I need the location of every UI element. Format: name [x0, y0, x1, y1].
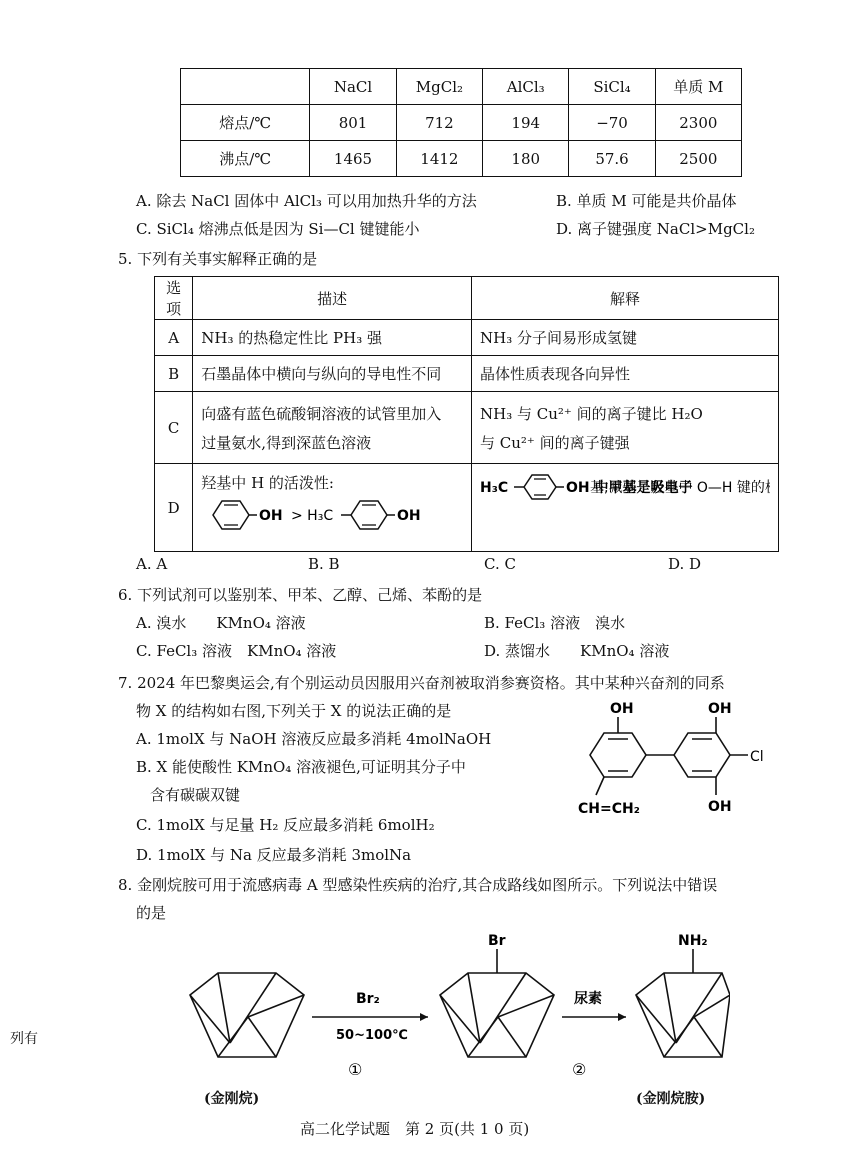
q6-option-d: D. 蒸馏水 KMnO₄ 溶液 [484, 642, 670, 660]
q5-option-a: A. A [136, 555, 168, 573]
q7-option-a: A. 1molX 与 NaOH 溶液反应最多消耗 4molNaOH [136, 730, 492, 748]
q4-option-b: B. 单质 M 可能是共价晶体 [556, 192, 737, 210]
t2-cell: A [155, 320, 193, 356]
q6-option-c: C. FeCl₃ 溶液 KMnO₄ 溶液 [136, 642, 337, 660]
melting-table [180, 68, 742, 177]
t1-cell: 2500 [655, 141, 741, 177]
reagent-br2: Br₂ [356, 991, 380, 1007]
reagent-urea: 尿素 [574, 991, 602, 1007]
q6-stem: 6. 下列试剂可以鉴别苯、甲苯、乙醇、己烯、苯酚的是 [118, 586, 483, 604]
synthesis-scheme [170, 925, 730, 1075]
q8-stem-line2: 的是 [136, 904, 167, 922]
t1-cell: 1412 [396, 141, 482, 177]
br-label: Br [488, 933, 506, 949]
bromoadamantane-structure [440, 949, 554, 1057]
t1-cell: 180 [483, 141, 569, 177]
t2-line: 羟基中 H 的活泼性: [201, 474, 334, 492]
t1-cell: 57.6 [569, 141, 655, 177]
t2-header: 描述 [193, 277, 472, 320]
t2-cell: 石墨晶体中横向与纵向的导电性不同 [193, 356, 472, 392]
t2-cell [472, 392, 779, 464]
t2-cell: B [155, 356, 193, 392]
q5-option-b: B. B [308, 555, 340, 573]
t2-header: 选项 [155, 277, 193, 320]
t1-h3: AlCl₃ [483, 69, 569, 105]
q7-option-b-cont: 含有碳碳双键 [150, 786, 241, 804]
molecule-x-structure [560, 695, 800, 835]
t1-h4: SiCl₄ [569, 69, 655, 105]
gt-label: > H₃C [291, 508, 334, 524]
t2-cell: NH₃ 的热稳定性比 PH₃ 强 [193, 320, 472, 356]
caption-adamantane: (金刚烷) [204, 1091, 260, 1107]
q4-option-c: C. SiCl₄ 熔沸点低是因为 Si—Cl 键键能小 [136, 220, 420, 238]
explain-table [154, 276, 779, 552]
oh-label: OH [397, 508, 421, 524]
t1-h2: MgCl₂ [396, 69, 482, 105]
t2-cell: C [155, 392, 193, 464]
t2-cell: NH₃ 分子间易形成氢键 [472, 320, 779, 356]
q7-stem-line1: 7. 2024 年巴黎奥运会,有个别运动员因服用兴奋剂被取消参赛资格。其中某种兴奋剂的同系 [118, 674, 725, 692]
q5-option-c: C. C [484, 555, 516, 573]
t2-line: 向盛有蓝色硫酸铜溶液的试管里加入 [201, 404, 442, 423]
amantadine-structure [636, 949, 730, 1057]
t1-cell: 熔点/℃ [181, 105, 310, 141]
methylphenol-structure [480, 470, 770, 504]
oh-label: OH 中甲基是吸电子 [566, 480, 693, 496]
step-2-label: ② [572, 1060, 587, 1075]
t1-cell: 801 [310, 105, 396, 141]
oh-label: OH [708, 799, 732, 815]
q5-option-d: D. D [668, 555, 702, 573]
h3c-label: H₃C [480, 480, 509, 496]
t1-cell: 沸点/℃ [181, 141, 310, 177]
t1-h5: 单质 M [655, 69, 741, 105]
t1-cell: −70 [569, 105, 655, 141]
q6-option-b: B. FeCl₃ 溶液 溴水 [484, 614, 626, 632]
t1-h0 [181, 69, 310, 105]
oh-label: OH [708, 701, 732, 717]
t2-cell: 晶体性质表现各向异性 [472, 356, 779, 392]
oh-label: OH [610, 701, 634, 717]
adamantane-structure [190, 973, 304, 1057]
q4-option-d: D. 离子键强度 NaCl>MgCl₂ [556, 220, 755, 238]
t1-cell: 712 [396, 105, 482, 141]
t2-cell: D [155, 464, 193, 552]
explain-line: 基,减弱了羟基中 O—H 键的 [590, 480, 765, 496]
t1-cell: 194 [483, 105, 569, 141]
t2-cell [193, 464, 472, 552]
step-1-label: ① [348, 1060, 363, 1075]
t2-line: 过量氨水,得到深蓝色溶液 [201, 433, 372, 452]
t1-cell: 1465 [310, 141, 396, 177]
t2-header: 解释 [472, 277, 779, 320]
caption-amantadine: (金刚烷胺) [636, 1091, 706, 1107]
q5-stem: 5. 下列有关事实解释正确的是 [118, 250, 318, 268]
oh-label: OH [259, 508, 283, 524]
q7-option-c: C. 1molX 与足量 H₂ 反应最多消耗 6molH₂ [136, 816, 435, 834]
q7-stem-line2: 物 X 的结构如右图,下列关于 X 的说法正确的是 [136, 702, 452, 720]
t2-line: NH₃ 与 Cu²⁺ 间的离子键比 H₂O [480, 404, 703, 423]
vinyl-label: CH=CH₂ [578, 801, 640, 817]
q7-option-d: D. 1molX 与 Na 反应最多消耗 3molNa [136, 846, 412, 864]
q8-stem-line1: 8. 金刚烷胺可用于流感病毒 A 型感染性疾病的治疗,其合成路线如图所示。下列说法中错误 [118, 876, 718, 894]
margin-note: 列有 [10, 1031, 38, 1047]
q4-option-a: A. 除去 NaCl 固体中 AlCl₃ 可以用加热升华的方法 [136, 192, 477, 210]
q6-option-a: A. 溴水 KMnO₄ 溶液 [136, 614, 306, 632]
q7-option-b: B. X 能使酸性 KMnO₄ 溶液褪色,可证明其分子中 [136, 758, 466, 776]
t2-cell [193, 392, 472, 464]
t2-line: 与 Cu²⁺ 间的离子键强 [480, 433, 630, 452]
nh2-label: NH₂ [678, 933, 708, 949]
t1-h1: NaCl [310, 69, 396, 105]
t2-cell [472, 464, 779, 552]
t1-cell: 2300 [655, 105, 741, 141]
phenol-compare-structure [201, 493, 461, 537]
page-footer: 高二化学试题 第 2 页(共 1 0 页) [300, 1120, 530, 1138]
cl-label: Cl [750, 749, 764, 765]
condition-temp: 50~100℃ [336, 1028, 408, 1043]
